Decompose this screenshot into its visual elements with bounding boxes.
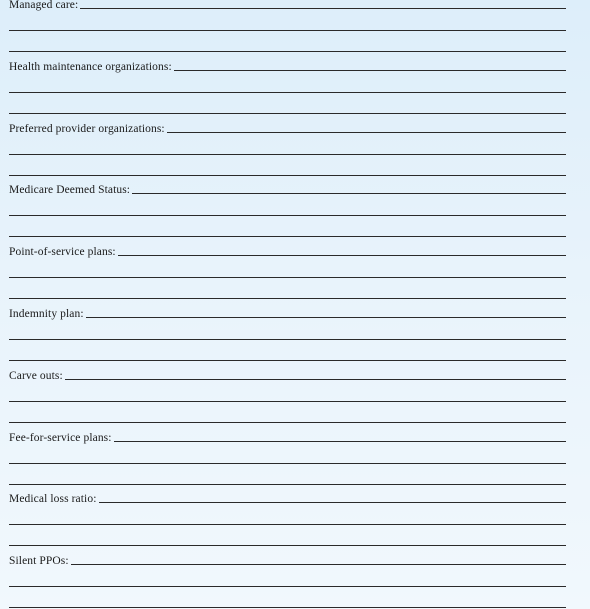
term-row: [9, 244, 566, 258]
answer-line[interactable]: [9, 51, 566, 52]
term-block-point-of-service-plans: [9, 244, 566, 306]
term-row: [9, 182, 566, 196]
answer-line[interactable]: [9, 30, 566, 31]
answer-blank[interactable]: [71, 564, 566, 565]
term-label: Medicare Deemed Status:: [9, 184, 131, 196]
term-label: Point-of-service plans:: [9, 246, 116, 258]
term-block-silent-ppos: [9, 553, 566, 609]
term-block-carve-outs: [9, 368, 566, 430]
answer-line[interactable]: [9, 484, 566, 485]
term-block-preferred-provider-organizations: [9, 121, 566, 183]
answer-line[interactable]: [9, 339, 566, 340]
answer-line[interactable]: [9, 215, 566, 216]
answer-blank[interactable]: [80, 8, 566, 9]
answer-blank[interactable]: [167, 132, 566, 133]
answer-blank[interactable]: [99, 502, 567, 503]
term-block-managed-care: [9, 0, 566, 59]
term-label: Preferred provider organizations:: [9, 123, 165, 135]
term-block-medicare-deemed-status: [9, 182, 566, 244]
answer-line[interactable]: [9, 360, 566, 361]
term-row: [9, 491, 566, 505]
answer-line[interactable]: [9, 545, 566, 546]
answer-line[interactable]: [9, 175, 566, 176]
term-block-fee-for-service-plans: [9, 430, 566, 492]
term-label: Silent PPOs:: [9, 555, 69, 567]
term-label: Carve outs:: [9, 370, 63, 382]
term-row: [9, 306, 566, 320]
answer-line[interactable]: [9, 422, 566, 423]
term-row: [9, 368, 566, 382]
term-block-medical-loss-ratio: [9, 491, 566, 553]
answer-line[interactable]: [9, 463, 566, 464]
term-row: [9, 59, 566, 73]
answer-blank[interactable]: [132, 193, 566, 194]
answer-blank[interactable]: [114, 441, 566, 442]
answer-line[interactable]: [9, 607, 566, 608]
term-label: Managed care:: [9, 0, 79, 11]
term-row: [9, 121, 566, 135]
answer-line[interactable]: [9, 277, 566, 278]
answer-line[interactable]: [9, 113, 566, 114]
answer-line[interactable]: [9, 154, 566, 155]
term-label: Indemnity plan:: [9, 308, 84, 320]
term-block-health-maintenance-organizations: [9, 59, 566, 121]
answer-line[interactable]: [9, 298, 566, 299]
term-label: Fee-for-service plans:: [9, 432, 112, 444]
term-label: Health maintenance organizations:: [9, 61, 172, 73]
term-row: [9, 430, 566, 444]
answer-blank[interactable]: [174, 70, 566, 71]
answer-blank[interactable]: [118, 255, 566, 256]
term-block-indemnity-plan: [9, 306, 566, 368]
answer-blank[interactable]: [86, 317, 566, 318]
answer-line[interactable]: [9, 524, 566, 525]
answer-line[interactable]: [9, 92, 566, 93]
answer-line[interactable]: [9, 236, 566, 237]
answer-line[interactable]: [9, 586, 566, 587]
term-label: Medical loss ratio:: [9, 493, 97, 505]
term-row: [9, 553, 566, 567]
answer-blank[interactable]: [65, 379, 566, 380]
term-row: [9, 0, 566, 11]
answer-line[interactable]: [9, 401, 566, 402]
